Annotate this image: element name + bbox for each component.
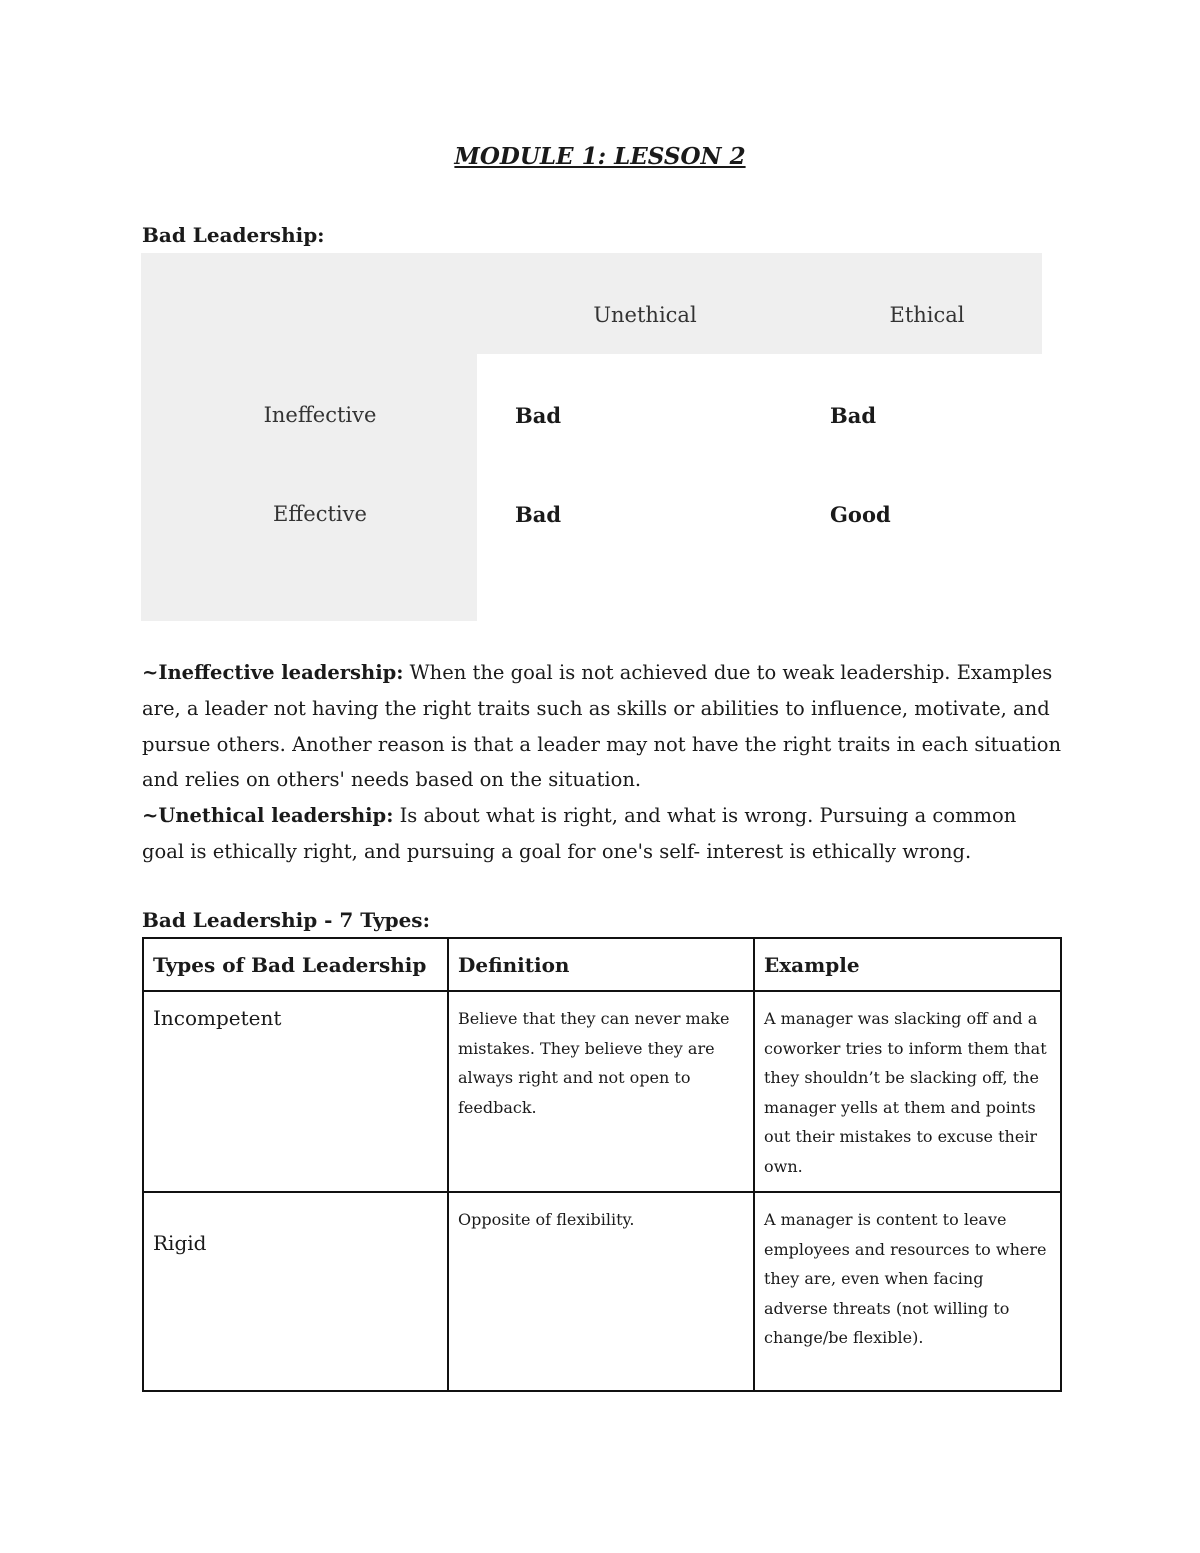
- definitions-block: [142, 655, 1062, 870]
- table-cell-type: Incompetent: [143, 991, 448, 1192]
- matrix-col-header-ethical: Ethical: [889, 303, 965, 327]
- table-header-definition: Definition: [448, 938, 754, 991]
- definition-text: Is about what is right, and what is wrong. Pursuing a common goal is ethically right, and pursuing a goal for one's self- interest is ethically wrong.: [142, 804, 1017, 863]
- definition-term: ~Unethical leadership:: [142, 804, 394, 828]
- matrix-cell-ineffective-ethical: Bad: [830, 403, 877, 428]
- matrix-heading: Bad Leadership:: [142, 223, 325, 247]
- matrix-row-label-ineffective: Ineffective: [263, 403, 377, 427]
- table-header-example: Example: [754, 938, 1061, 991]
- table-cell-definition: Believe that they can never make mistakes. They believe they are always right and not open to feedback.: [448, 991, 754, 1192]
- table-cell-definition: Opposite of flexibility.: [448, 1192, 754, 1391]
- definition-ineffective: [142, 655, 1062, 798]
- table-header-type: Types of Bad Leadership: [143, 938, 448, 991]
- types-heading: Bad Leadership - 7 Types:: [142, 908, 430, 932]
- definition-text: When the goal is not achieved due to weak leadership. Examples are, a leader not having the right traits such as skills or abilities to influence, motivate, and pursue others. Another reason is that a leader may not have the right traits in each situation and relies on others' needs based on the situation.: [142, 661, 1062, 792]
- table-header-row: [143, 938, 1061, 991]
- table-row: [143, 991, 1061, 1192]
- page-title: MODULE 1: LESSON 2: [454, 143, 746, 170]
- table-cell-example: A manager was slacking off and a coworker tries to inform them that they shouldn’t be slacking off, the manager yells at them and points out their mistakes to excuse their own.: [754, 991, 1061, 1192]
- matrix-col-header-unethical: Unethical: [593, 303, 697, 327]
- bad-leadership-types-table: [142, 937, 1062, 1392]
- definition-term: ~Ineffective leadership:: [142, 661, 404, 684]
- table-row: [143, 1192, 1061, 1391]
- definition-unethical: [142, 798, 1062, 870]
- table-cell-example: A manager is content to leave employees and resources to where they are, even when facing adverse threats (not willing to change/be flexible).: [754, 1192, 1061, 1391]
- matrix-row-label-shading: [141, 354, 477, 621]
- table-cell-type: Rigid: [143, 1192, 448, 1391]
- matrix-row-label-effective: Effective: [273, 502, 367, 526]
- matrix-cell-effective-unethical: Bad: [515, 502, 562, 527]
- matrix-cell-ineffective-unethical: Bad: [515, 403, 562, 428]
- matrix-cell-effective-ethical: Good: [830, 502, 891, 527]
